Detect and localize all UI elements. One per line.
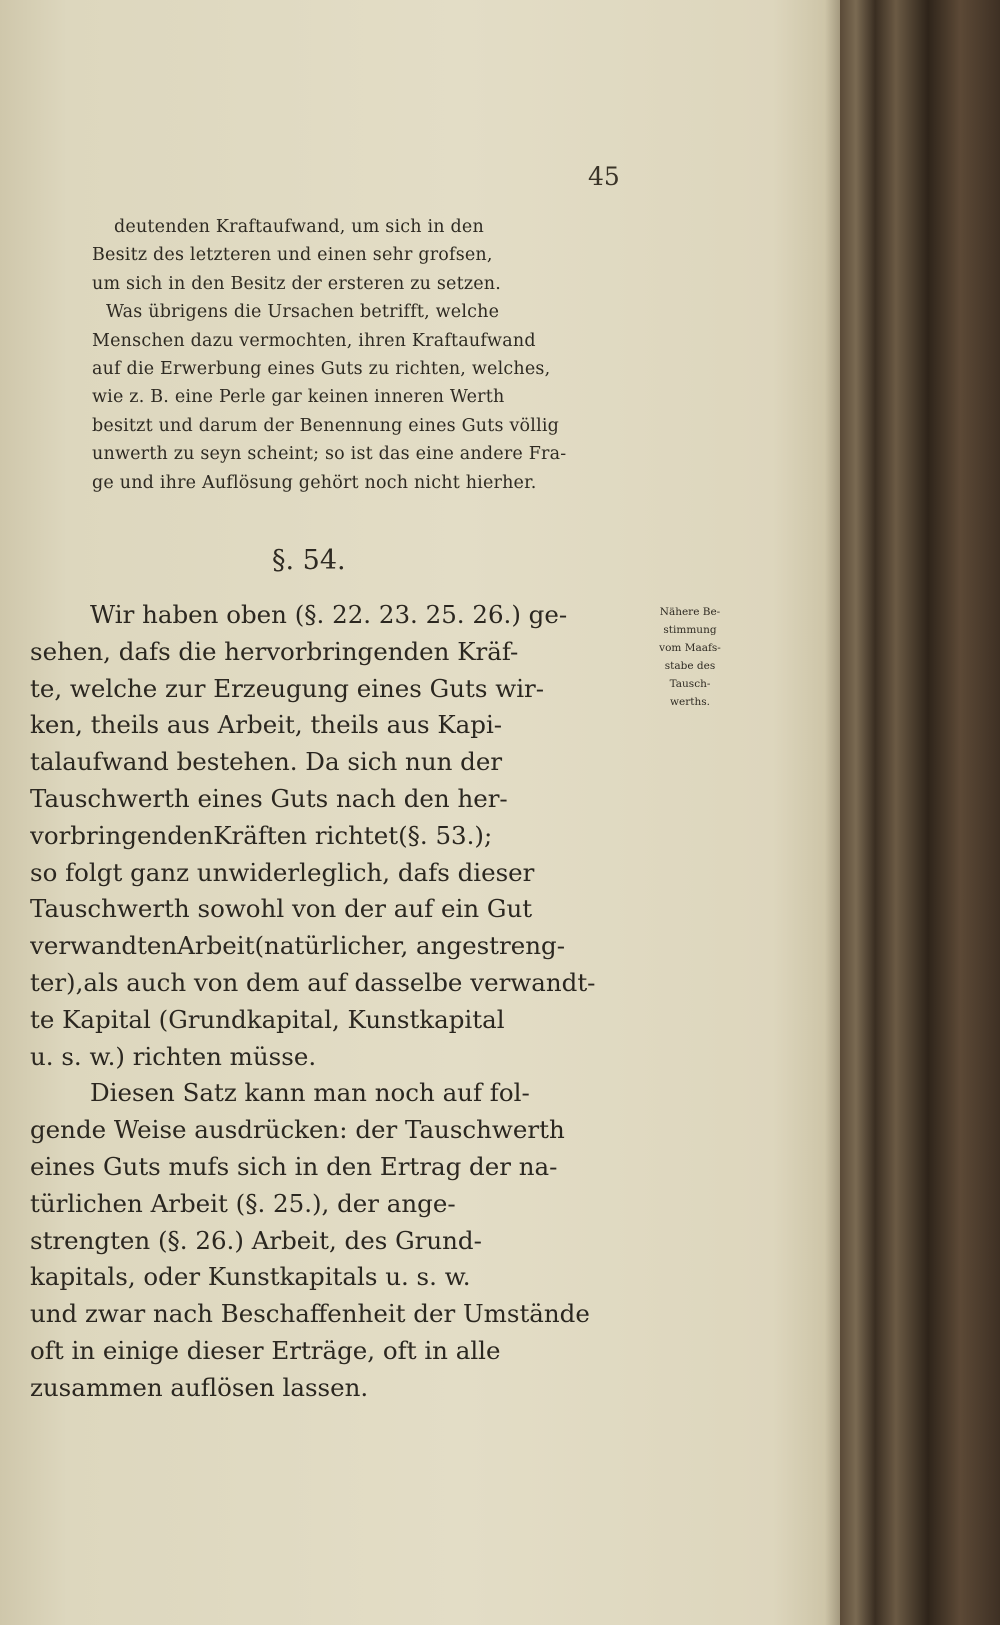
text-line: gende Weise ausdrücken: der Tauschwerth — [30, 1115, 565, 1145]
text-line: oft in einige dieser Erträge, oft in alle — [30, 1335, 501, 1365]
section-heading: §. 54. — [272, 545, 346, 576]
text-line: Besitz des letzteren und einen sehr grofsen, — [92, 245, 493, 266]
margin-note-line: Nähere Be- — [659, 606, 721, 618]
book-page-edges — [840, 0, 1000, 1625]
text-line: Menschen dazu vermochten, ihren Kraftaufwand — [92, 330, 536, 351]
text-line: um sich in den Besitz der ersteren zu setzen. — [92, 273, 502, 294]
text-line: wie z. B. eine Perle gar keinen inneren Werth — [92, 387, 505, 408]
text-line: so folgt ganz unwiderleglich, dafs dieser — [30, 857, 535, 887]
text-line: Tauschwerth eines Guts nach den her- — [30, 783, 508, 813]
text-line: Wir haben oben (§. 22. 23. 25. 26.) ge- — [90, 600, 568, 629]
text-line: talaufwand bestehen. Da sich nun der — [30, 747, 503, 777]
text-line: eines Guts mufs sich in den Ertrag der na- — [30, 1151, 558, 1181]
text-line: u. s. w.) richten müsse. — [30, 1041, 317, 1071]
text-line: Diesen Satz kann man noch auf fol- — [90, 1078, 530, 1108]
margin-note-line: stimmung — [663, 624, 717, 636]
text-line: vorbringendenKräften richtet(§. 53.); — [30, 820, 493, 850]
text-line: kapitals, oder Kunstkapitals u. s. w. — [30, 1262, 471, 1292]
text-line: Tauschwerth sowohl von der auf ein Gut — [30, 894, 533, 924]
text-line: Was übrigens die Ursachen betrifft, welche — [106, 302, 500, 323]
text-line: strengten (§. 26.) Arbeit, des Grund- — [30, 1225, 482, 1255]
text-line: te, welche zur Erzeugung eines Guts wir- — [30, 673, 545, 703]
margin-note — [640, 603, 740, 711]
text-line: auf die Erwerbung eines Guts zu richten, welches, — [92, 358, 551, 379]
margin-note-line: Tausch- — [669, 678, 711, 690]
text-line: ter),als auch von dem auf dasselbe verwandt- — [30, 967, 596, 997]
text-line: besitzt und darum der Benennung eines Guts völlig — [92, 415, 560, 436]
text-line: unwerth zu seyn scheint; so ist das eine andere Fra- — [92, 444, 567, 465]
text-line: zusammen auflösen lassen. — [30, 1372, 369, 1402]
text-line: verwandtenArbeit(natürlicher, angestreng- — [30, 931, 565, 961]
text-line: und zwar nach Beschaffenheit der Umstände — [30, 1299, 590, 1329]
text-line: sehen, dafs die hervorbringenden Kräf- — [30, 636, 519, 666]
margin-note-line: vom Maafs- — [659, 642, 721, 654]
text-line: türlichen Arbeit (§. 25.), der ange- — [30, 1188, 456, 1218]
upper-paragraph — [92, 213, 637, 497]
page-number: 45 — [588, 162, 620, 191]
text-line: deutenden Kraftaufwand, um sich in den — [114, 217, 484, 237]
main-paragraph — [30, 597, 630, 1407]
text-line: ge und ihre Auflösung gehört noch nicht hierher. — [92, 472, 537, 493]
margin-note-line: stabe des — [664, 660, 716, 672]
text-line: te Kapital (Grundkapital, Kunstkapital — [30, 1004, 505, 1034]
margin-note-line: werths. — [670, 696, 710, 708]
text-line: ken, theils aus Arbeit, theils aus Kapi- — [30, 710, 503, 740]
